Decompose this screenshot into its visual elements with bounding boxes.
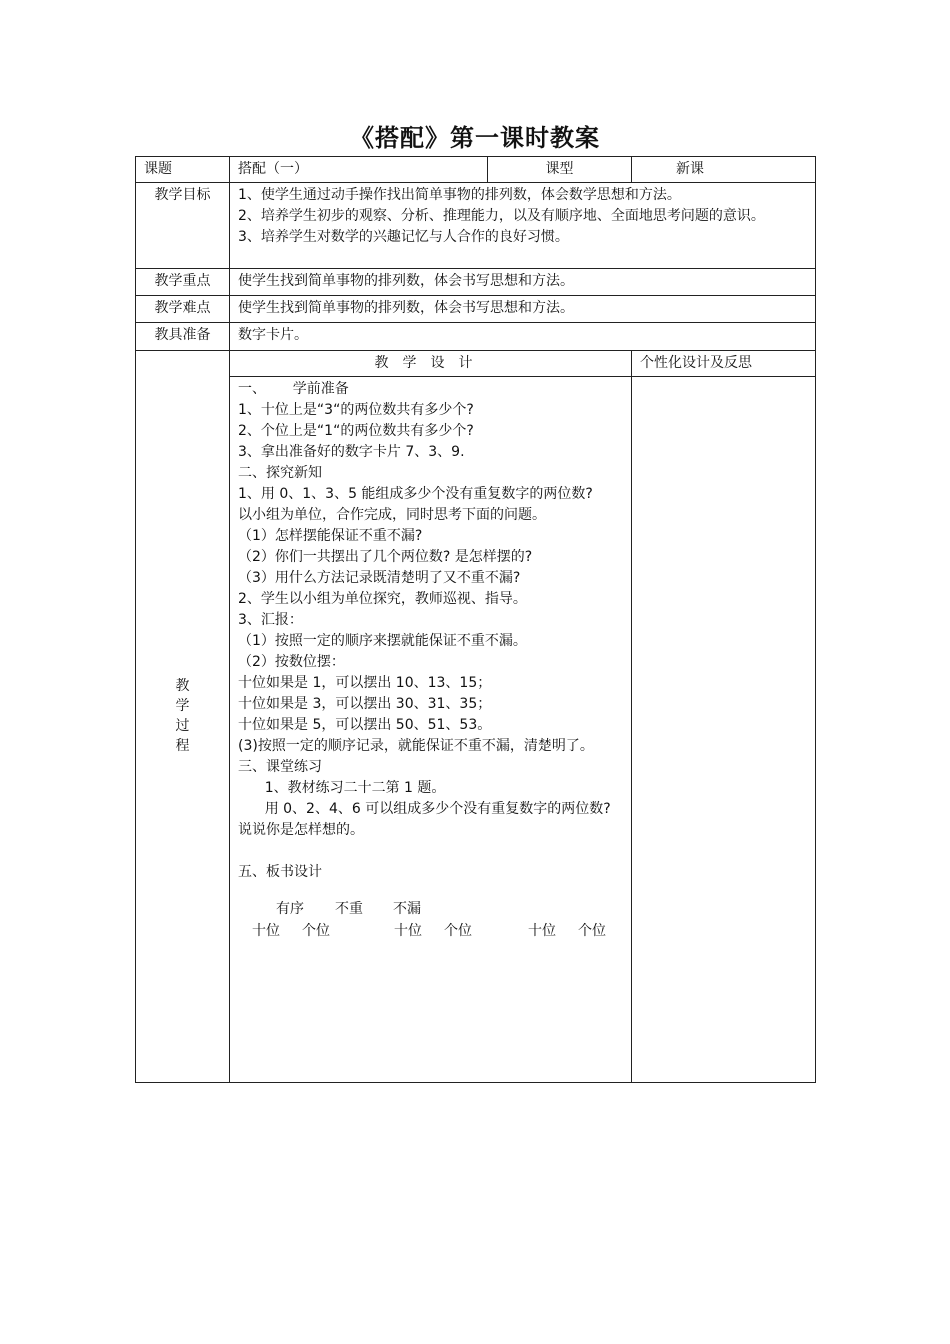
board-word: 不漏 [393, 901, 421, 917]
process-line: 1、教材练习二十二第 1 题。 [238, 780, 446, 796]
process-line: （3）用什么方法记录既清楚明了又不重不漏? [238, 570, 521, 586]
goal-item: 2、培养学生初步的观察、分析、推理能力，以及有顺序地、全面地思考问题的意识。 [238, 208, 765, 224]
board-ones: 个位 [578, 923, 606, 939]
board-ones: 个位 [302, 923, 330, 939]
process-content [230, 377, 632, 1083]
difficulty-value: 使学生找到简单事物的排列数，体会书写思想和方法。 [230, 296, 816, 323]
design-header: 教学设计 [230, 351, 632, 377]
process-line: （2）你们一共摆出了几个两位数? 是怎样摆的? [238, 549, 533, 565]
blank-line [238, 841, 623, 862]
topic-row [136, 157, 816, 183]
board-word: 不重 [335, 901, 363, 917]
board-tens: 十位 [252, 923, 280, 939]
goals-label: 教学目标 [136, 183, 230, 269]
reflection-header: 个性化设计及反思 [632, 351, 816, 377]
board-tens: 十位 [394, 923, 422, 939]
process-label: 教学过程 [175, 678, 190, 754]
reflection-cell [632, 377, 816, 1083]
process-line: 2、个位上是“1“的两位数共有多少个? [238, 423, 474, 439]
process-line: （2）按数位摆： [238, 654, 345, 670]
process-row [136, 377, 816, 1083]
process-line: 十位如果是 1，可以摆出 10、13、15； [238, 675, 492, 691]
board-word: 有序 [276, 901, 304, 917]
design-header-row [136, 351, 816, 377]
process-line: 2、学生以小组为单位探究，教师巡视、指导。 [238, 591, 527, 607]
process-line: 1、用 0、1、3、5 能组成多少个没有重复数字的两位数? [238, 486, 593, 502]
process-line: 用 0、2、4、6 可以组成多少个没有重复数字的两位数? 说说你是怎样想的。 [238, 801, 616, 838]
process-line: 二、探究新知 [238, 465, 322, 481]
page-title: 《搭配》第一课时教案 [350, 123, 600, 152]
topic-label: 课题 [136, 157, 230, 183]
board-ones: 个位 [444, 923, 472, 939]
key-point-label: 教学重点 [136, 269, 230, 296]
process-line: 3、拿出准备好的数字卡片 7、3、9. [238, 444, 465, 460]
process-label-cell [136, 351, 230, 1083]
process-line: 五、板书设计 [238, 864, 322, 880]
lesson-plan-table [135, 156, 816, 1083]
tools-label: 教具准备 [136, 323, 230, 351]
process-line: 十位如果是 5，可以摆出 50、51、53。 [238, 717, 492, 733]
board-design [238, 883, 623, 993]
topic-value: 搭配（一） [230, 157, 488, 183]
process-line: 三、课堂练习 [238, 759, 322, 775]
process-line: （1）怎样摆能保证不重不漏? [238, 528, 423, 544]
type-value: 新课 [632, 157, 816, 183]
process-line: 十位如果是 3，可以摆出 30、31、35； [238, 696, 492, 712]
type-label: 课型 [488, 157, 632, 183]
process-line: （1）按照一定的顺序来摆就能保证不重不漏。 [238, 633, 527, 649]
board-tens: 十位 [528, 923, 556, 939]
difficulty-row [136, 296, 816, 323]
process-line: 一、 学前准备 [238, 381, 349, 397]
tools-row [136, 323, 816, 351]
process-line: 3、汇报： [238, 612, 303, 628]
key-point-row [136, 269, 816, 296]
goal-item: 3、培养学生对数学的兴趣记忆与人合作的良好习惯。 [238, 229, 569, 245]
goals-row [136, 183, 816, 269]
process-line: 1、十位上是“3“的两位数共有多少个? [238, 402, 474, 418]
tools-value: 数字卡片。 [230, 323, 816, 351]
goals-content [230, 183, 816, 269]
difficulty-label: 教学难点 [136, 296, 230, 323]
process-line: (3)按照一定的顺序记录，就能保证不重不漏，清楚明了。 [238, 738, 594, 754]
key-point-value: 使学生找到简单事物的排列数，体会书写思想和方法。 [230, 269, 816, 296]
process-line: 以小组为单位，合作完成，同时思考下面的问题。 [238, 507, 546, 523]
goal-item: 1、使学生通过动手操作找出简单事物的排列数，体会数学思想和方法。 [238, 187, 681, 203]
